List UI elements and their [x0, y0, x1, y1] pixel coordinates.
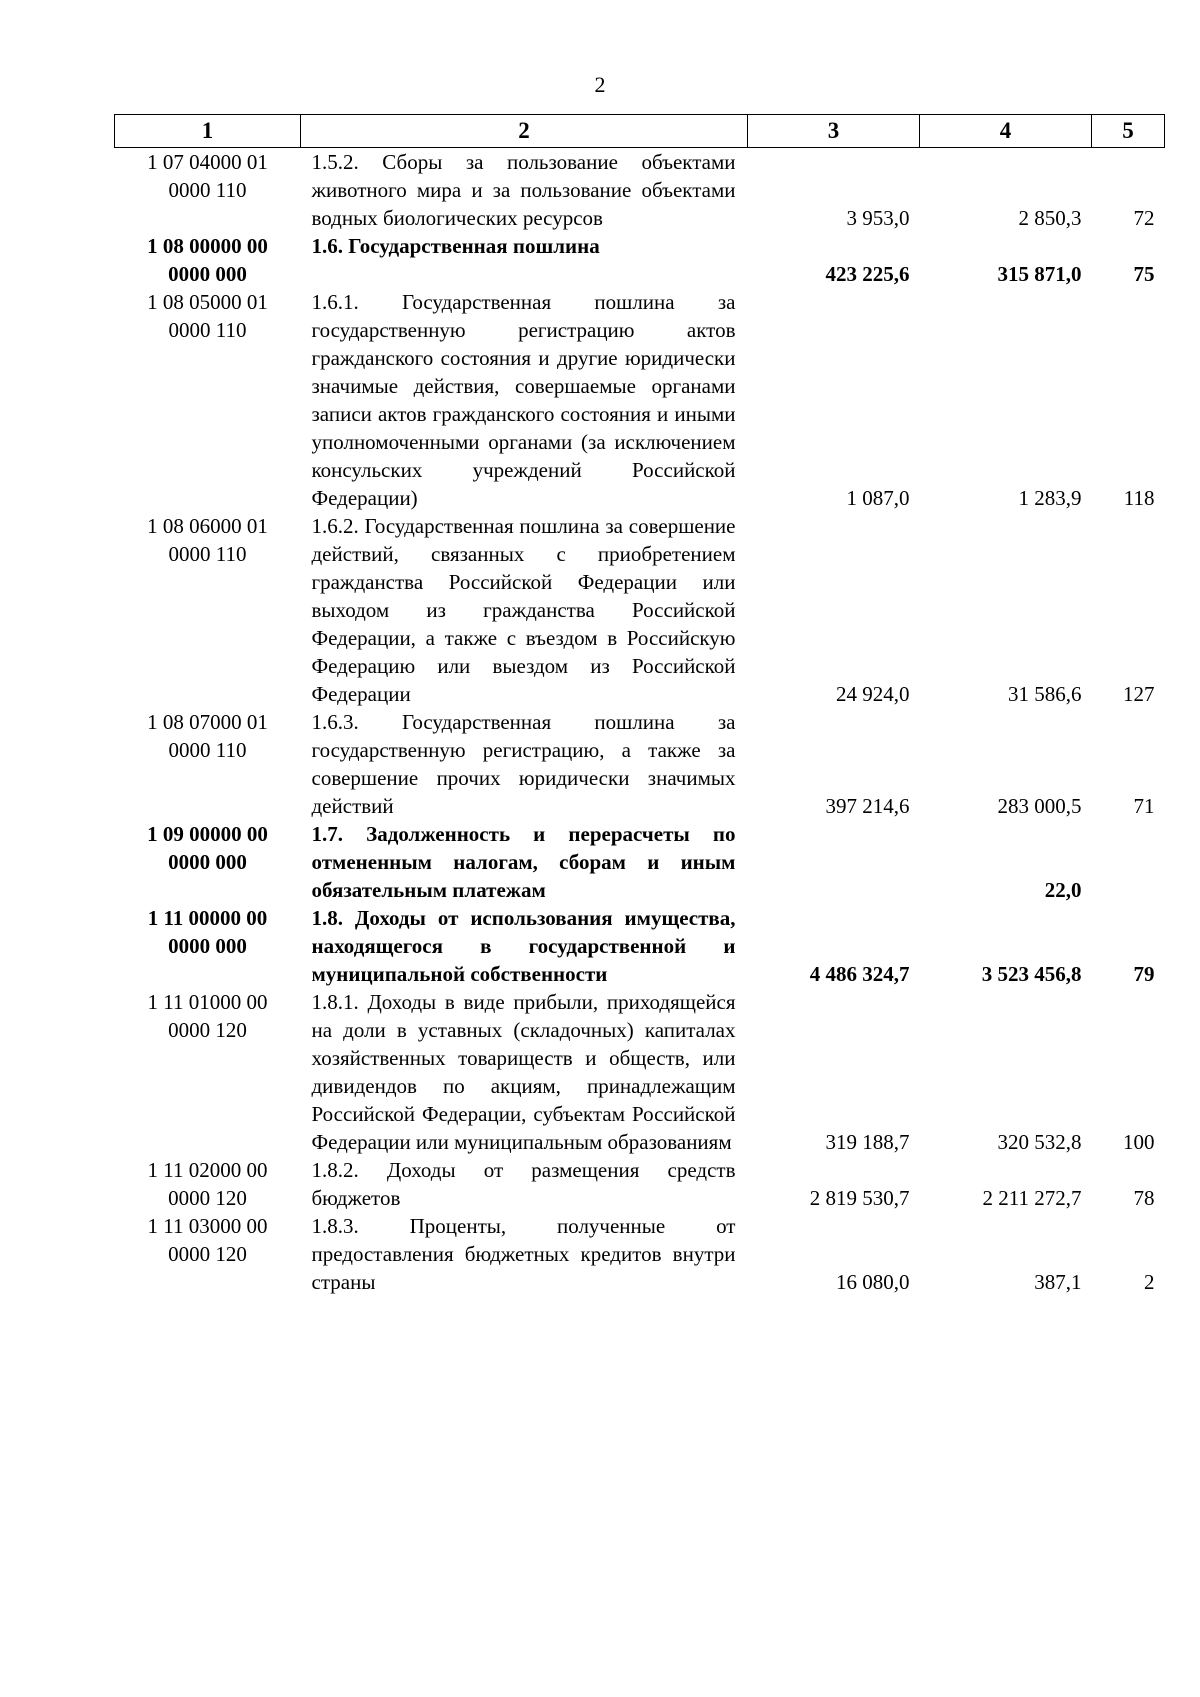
- table-row: [115, 1212, 1165, 1296]
- row-value-col4: 2 211 272,7: [982, 1186, 1082, 1210]
- header-cell-3: 3: [748, 115, 920, 148]
- row-description: 1.8.2. Доходы от размещения средств бюджетов: [311, 1158, 736, 1210]
- table-row: [115, 512, 1165, 708]
- table-row: [115, 148, 1165, 233]
- row-description: 1.5.2. Сборы за пользование объектами животного мира и за пользование объектами водных биологических ресурсов: [311, 150, 736, 230]
- row-code: 1 07 04000 01 0000 110: [147, 150, 268, 202]
- header-cell-2: 2: [301, 115, 748, 148]
- row-description: 1.8. Доходы от использования имущества, находящегося в государственной и муниципальной собственности: [311, 906, 736, 986]
- table-row: [115, 288, 1165, 512]
- row-percent: 100: [1123, 1130, 1155, 1154]
- table-row: [115, 232, 1165, 288]
- row-value-col4: 320 532,8: [997, 1130, 1082, 1154]
- table-row: [115, 904, 1165, 988]
- table-header: [115, 115, 1165, 148]
- page-number: 2: [594, 72, 606, 97]
- row-value-col3: 397 214,6: [825, 794, 910, 818]
- header-cell-4: 4: [920, 115, 1092, 148]
- table-body: [115, 148, 1165, 1297]
- row-percent: [1092, 820, 1165, 904]
- budget-table-container: [114, 114, 1164, 1296]
- row-value-col4: 2 850,3: [1018, 206, 1082, 230]
- row-code: 1 09 00000 00 0000 000: [147, 822, 268, 874]
- table-row: [115, 1156, 1165, 1212]
- row-description: 1.6.1. Государственная пошлина за государственную регистрацию актов гражданского состояния и другие юридически значимые действия, совершаемые органами записи актов гражданского состояния и иными уполномоченными органами (за исключением консульских учреждений Российской Федерации): [311, 290, 736, 510]
- row-description: 1.6.3. Государственная пошлина за государственную регистрацию, а также за совершение прочих юридически значимых действий: [311, 710, 736, 818]
- row-value-col3: 16 080,0: [836, 1270, 910, 1294]
- row-code: 1 11 00000 00 0000 000: [147, 906, 268, 958]
- row-value-col3: 2 819 530,7: [809, 1186, 910, 1210]
- row-value-col3: 423 225,6: [825, 262, 910, 286]
- row-percent: 71: [1133, 794, 1155, 818]
- row-percent: 75: [1133, 262, 1155, 286]
- row-description: 1.8.3. Проценты, полученные от предоставления бюджетных кредитов внутри страны: [311, 1214, 736, 1294]
- table-row: [115, 988, 1165, 1156]
- row-description: 1.7. Задолженность и перерасчеты по отмененным налогам, сборам и иным обязательным платежам: [311, 822, 736, 902]
- table-row: [115, 708, 1165, 820]
- row-value-col3: 3 953,0: [846, 206, 910, 230]
- budget-table: [114, 114, 1165, 1296]
- row-value-col4: 1 283,9: [1018, 486, 1082, 510]
- row-value-col3: 1 087,0: [846, 486, 910, 510]
- header-row: [115, 115, 1165, 148]
- row-value-col4: 3 523 456,8: [981, 962, 1082, 986]
- row-value-col4: 22,0: [1044, 878, 1082, 902]
- row-code: 1 11 03000 00 0000 120: [147, 1214, 268, 1266]
- row-code: 1 11 02000 00 0000 120: [147, 1158, 268, 1210]
- row-percent: 78: [1133, 1186, 1155, 1210]
- row-code: 1 08 00000 00 0000 000: [147, 234, 268, 286]
- header-cell-1: 1: [115, 115, 301, 148]
- row-percent: 72: [1133, 206, 1155, 230]
- row-percent: 79: [1133, 962, 1155, 986]
- row-value-col3: 319 188,7: [825, 1130, 910, 1154]
- header-cell-5: 5: [1092, 115, 1165, 148]
- row-description: 1.6.2. Государственная пошлина за совершение действий, связанных с приобретением гражданства Российской Федерации или выходом из гражданства Российской Федерации, а также с въездом в Российскую Федерацию или выездом из Российской Федерации: [311, 514, 736, 706]
- row-value-col4: 31 586,6: [1008, 682, 1082, 706]
- row-code: 1 08 05000 01 0000 110: [147, 290, 268, 342]
- row-value-col4: 283 000,5: [997, 794, 1082, 818]
- row-percent: 2: [1144, 1270, 1155, 1294]
- table-row: [115, 820, 1165, 904]
- row-value-col3: [748, 820, 920, 904]
- row-value-col4: 315 871,0: [997, 262, 1082, 286]
- row-percent: 127: [1123, 682, 1155, 706]
- row-percent: 118: [1123, 486, 1155, 510]
- row-code: 1 08 07000 01 0000 110: [147, 710, 268, 762]
- row-value-col4: 387,1: [1034, 1270, 1082, 1294]
- row-code: 1 08 06000 01 0000 110: [147, 514, 268, 566]
- row-value-col3: 24 924,0: [836, 682, 910, 706]
- row-value-col3: 4 486 324,7: [809, 962, 910, 986]
- row-description: 1.6. Государственная пошлина: [311, 234, 600, 258]
- row-code: 1 11 01000 00 0000 120: [147, 990, 268, 1042]
- row-description: 1.8.1. Доходы в виде прибыли, приходящейся на доли в уставных (складочных) капиталах хозяйственных товариществ и обществ, или дивидендов по акциям, принадлежащим Российской Федерации, субъектам Российской Федерации или муниципальным образованиям: [311, 990, 736, 1154]
